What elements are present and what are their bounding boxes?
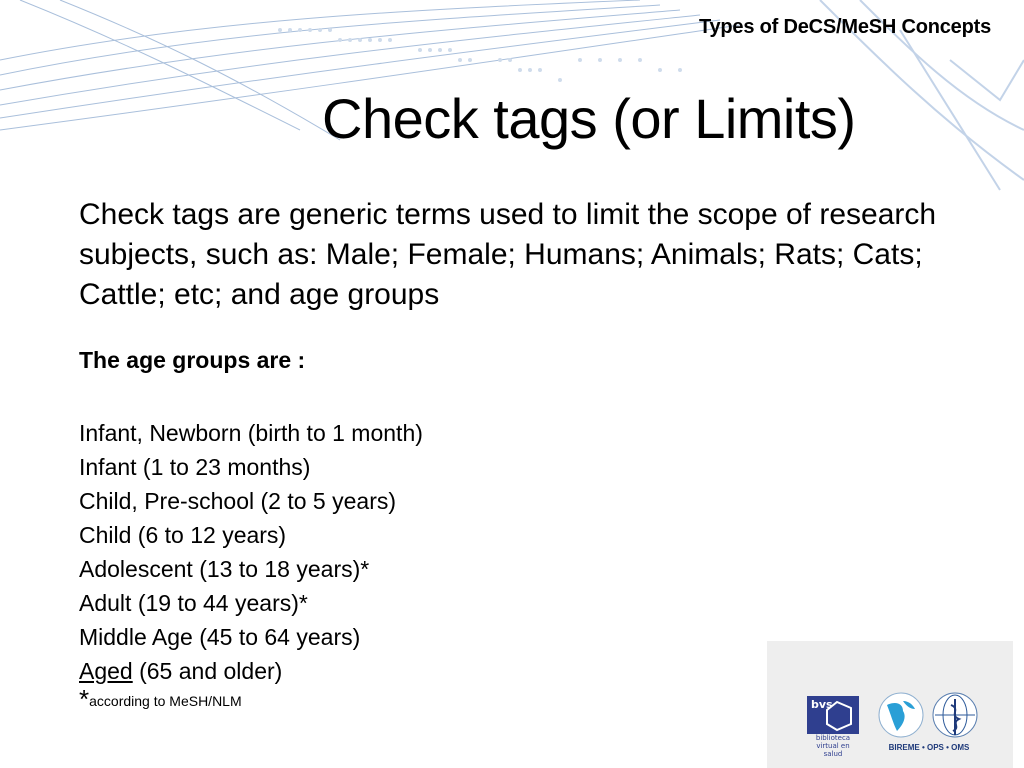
bireme-caption: BIREME • OPS • OMS	[888, 743, 970, 752]
aged-range: (65 and older)	[132, 658, 283, 684]
slide-title: Check tags (or Limits)	[322, 87, 856, 150]
list-item: Child, Pre-school (2 to 5 years)	[79, 488, 397, 514]
list-item: Adolescent (13 to 18 years)*	[79, 556, 370, 582]
footnote-marker: *	[79, 684, 90, 714]
list-item-aged	[79, 654, 423, 688]
footnote-text: according to MeSH/NLM	[89, 693, 242, 709]
logo-panel	[767, 641, 1013, 768]
bvs-logo	[807, 696, 859, 758]
section-header: Types of DeCS/MeSH Concepts	[698, 16, 991, 38]
bvs-logo-mark	[807, 696, 859, 734]
globe-logos-icon	[873, 691, 985, 743]
aged-term: Aged	[79, 658, 133, 684]
list-item: Middle Age (45 to 64 years)	[79, 624, 361, 650]
bvs-caption-2: virtual en salud	[816, 742, 850, 758]
bvs-logo-text: bvs	[811, 698, 833, 711]
list-item: Infant, Newborn (birth to 1 month)	[79, 420, 423, 446]
bvs-logo-box	[807, 696, 859, 734]
age-groups-list	[79, 416, 423, 688]
intro-paragraph: Check tags are generic terms used to limit the scope of research subjects, such as: Male; Female; Humans; Animals; Rats; Cats; Cattle; etc; and age groups	[79, 198, 937, 311]
bvs-caption-1: biblioteca	[815, 734, 851, 742]
bireme-ops-oms-logos	[873, 691, 985, 755]
list-item: Child (6 to 12 years)	[79, 522, 287, 548]
age-groups-heading: The age groups are :	[79, 347, 306, 373]
list-item: Infant (1 to 23 months)	[79, 454, 311, 480]
footnote	[79, 684, 242, 715]
list-item: Adult (19 to 44 years)*	[79, 590, 308, 616]
